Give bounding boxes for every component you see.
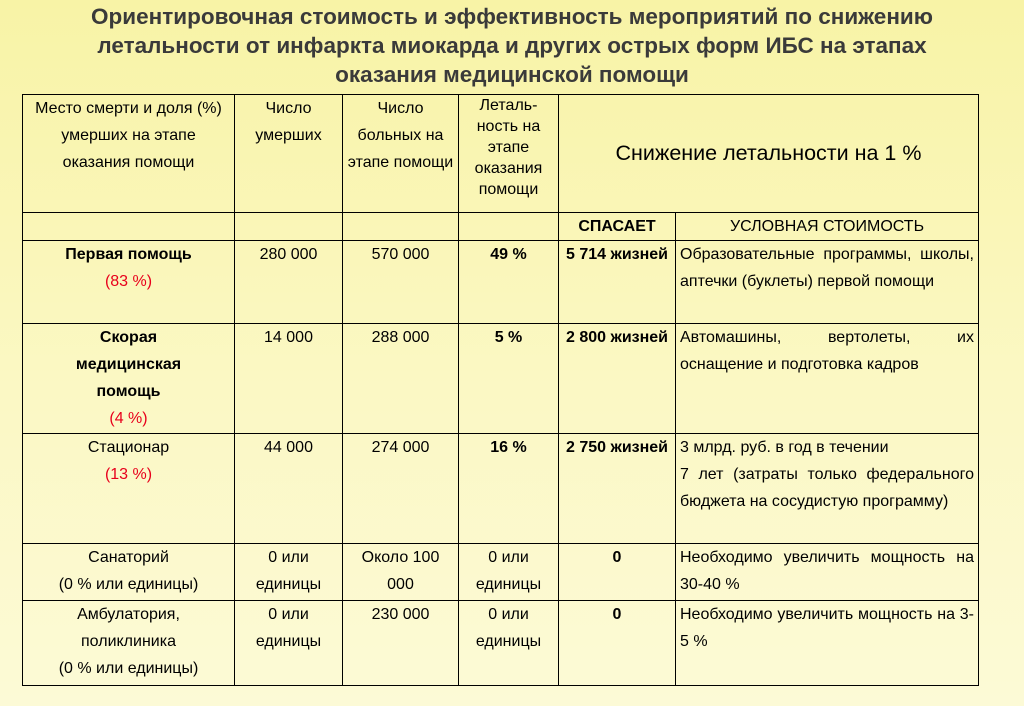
saves-cell: 0 — [559, 544, 676, 601]
title-line-3: оказания медицинской помощи — [335, 62, 689, 87]
deaths-cell: 14 000 — [235, 324, 343, 434]
deaths-cell: 0 или единицы — [235, 601, 343, 686]
share-label: (4 %) — [109, 410, 148, 427]
subheader-saves: СПАСАЕТ — [559, 213, 676, 241]
deaths-cell: 280 000 — [235, 241, 343, 324]
table-row — [23, 601, 979, 686]
share-label: (0 % или единицы) — [58, 576, 199, 593]
share-label: (83 %) — [104, 273, 153, 290]
cost-line-2: 7 лет (затраты только федерального бюджета на сосудистую программу) — [680, 466, 974, 510]
saves-cell: 2 750 жизней — [559, 434, 676, 544]
saves-cell: 2 800 жизней — [559, 324, 676, 434]
lethality-cell: 0 или единицы — [459, 601, 559, 686]
cost-cell: Необходимо увеличить мощность на 3-5 % — [676, 601, 979, 686]
place-cell — [23, 544, 235, 601]
slide-title — [0, 2, 1024, 89]
lethality-cell: 0 или единицы — [459, 544, 559, 601]
saves-cell: 0 — [559, 601, 676, 686]
patients-cell: 274 000 — [343, 434, 459, 544]
cost-line-1: 3 млрд. руб. в год в течении — [680, 439, 889, 456]
subheader-cost: УСЛОВНАЯ СТОИМОСТЬ — [676, 213, 979, 241]
place-label: Первая помощь — [65, 246, 192, 263]
share-label: (13 %) — [104, 466, 153, 483]
deaths-cell: 44 000 — [235, 434, 343, 544]
cost-cell: Необходимо увеличить мощность на 30-40 % — [676, 544, 979, 601]
subheader-empty-4 — [459, 213, 559, 241]
share-label: (0 % или единицы) — [58, 660, 199, 677]
place-cell — [23, 601, 235, 686]
cost-cell: Автомашины, вертолеты, их оснащение и подготовка кадров — [676, 324, 979, 434]
lethality-cell: 49 % — [459, 241, 559, 324]
table-row — [23, 241, 979, 324]
subheader-empty-2 — [235, 213, 343, 241]
table-row — [23, 324, 979, 434]
cost-cell — [676, 434, 979, 544]
subheader-empty-3 — [343, 213, 459, 241]
subheader-empty-1 — [23, 213, 235, 241]
cost-effectiveness-table — [22, 94, 979, 686]
place-label: Санаторий — [88, 549, 169, 566]
place-label: Амбулатория, поликлиника — [77, 606, 180, 650]
saves-cell: 5 714 жизней — [559, 241, 676, 324]
patients-cell: 570 000 — [343, 241, 459, 324]
table-row — [23, 544, 979, 601]
subheader-row — [23, 213, 979, 241]
patients-cell: 288 000 — [343, 324, 459, 434]
table-row — [23, 434, 979, 544]
header-lethality: Леталь-ность на этапе оказания помощи — [459, 95, 559, 213]
place-cell — [23, 324, 235, 434]
header-deaths: Число умерших — [235, 95, 343, 213]
deaths-cell: 0 или единицы — [235, 544, 343, 601]
lethality-cell: 5 % — [459, 324, 559, 434]
patients-cell: Около 100 000 — [343, 544, 459, 601]
header-place: Место смерти и доля (%) умерших на этапе оказания помощи — [23, 95, 235, 213]
place-label: Стационар — [87, 439, 170, 456]
place-cell — [23, 241, 235, 324]
header-row — [23, 95, 979, 213]
place-label: Скорая медицинская помощь — [75, 329, 182, 400]
cost-cell: Образовательные программы, школы, аптечки (буклеты) первой помощи — [676, 241, 979, 324]
header-reduction: Снижение летальности на 1 % — [559, 95, 979, 213]
lethality-cell: 16 % — [459, 434, 559, 544]
title-line-1: Ориентировочная стоимость и эффективность мероприятий по снижению — [91, 4, 933, 29]
title-line-2: летальности от инфаркта миокарда и других острых форм ИБС на этапах — [97, 33, 927, 58]
header-patients: Число больных на этапе помощи — [343, 95, 459, 213]
patients-cell: 230 000 — [343, 601, 459, 686]
place-cell — [23, 434, 235, 544]
